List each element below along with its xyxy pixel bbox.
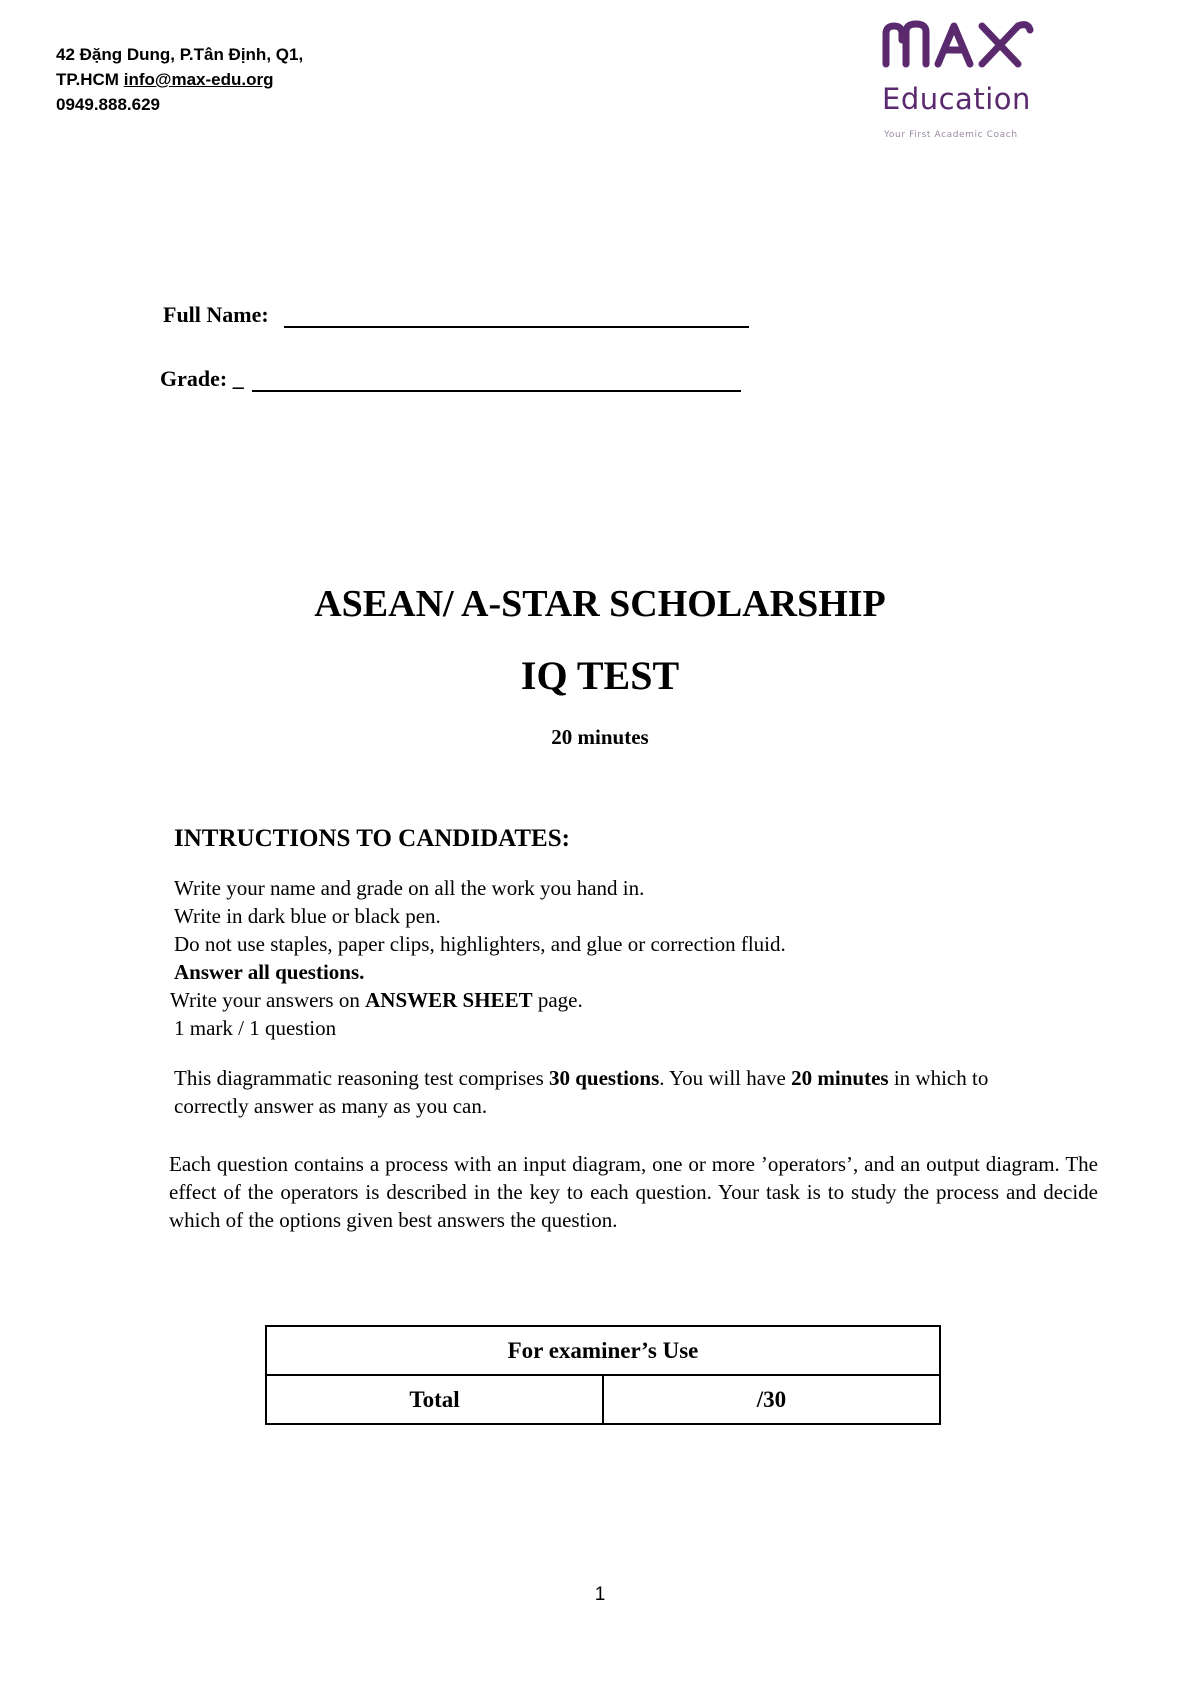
instruction-item	[170, 986, 786, 1014]
page-number: 1	[594, 1584, 606, 1605]
paragraph-text: This diagrammatic reasoning test comprises	[174, 1066, 549, 1090]
instructions-list	[170, 874, 786, 1042]
contact-block	[56, 42, 303, 117]
logo-tagline: Your First Academic Coach	[884, 130, 1018, 140]
examiner-header-cell: For examiner’s Use	[266, 1326, 940, 1375]
answer-sheet-text: ANSWER SHEET	[365, 988, 533, 1012]
title-iq-test: IQ TEST	[520, 653, 680, 698]
full-name-label: Full Name:	[163, 302, 269, 327]
email-link[interactable]: info@max-edu.org	[123, 70, 274, 89]
full-name-line[interactable]	[284, 326, 749, 328]
grade-field[interactable]	[160, 366, 244, 392]
paragraph-text: in which to correctly answer as many as you can.	[174, 1066, 989, 1118]
instruction-item: 1 mark / 1 question	[174, 1016, 337, 1040]
question-count: 30 questions	[549, 1066, 660, 1090]
logo-wordmark: Education	[882, 82, 1031, 116]
paragraph-text: . You will have	[659, 1066, 792, 1090]
address-line-2	[56, 67, 303, 92]
test-duration: 20 minutes	[551, 725, 649, 749]
examiner-table	[265, 1325, 941, 1425]
instructions-heading: INTRUCTIONS TO CANDIDATES:	[174, 825, 570, 852]
total-value-cell: /30	[603, 1375, 940, 1424]
phone-number: 0949.888.629	[56, 95, 160, 114]
city-text: TP.HCM	[56, 70, 119, 89]
address-line-1: 42 Đặng Dung, P.Tân Định, Q1,	[56, 45, 304, 64]
question-format-paragraph: Each question contains a process with an input diagram, one or more ’operators’, and an output diagram. The effect of the operators is described in the key to each question. Your task is to study the process and decide which of the options given best answers the question.	[169, 1152, 1098, 1232]
table-row	[266, 1375, 940, 1424]
max-education-logo	[876, 18, 1046, 140]
grade-label: Grade: _	[160, 366, 244, 391]
instruction-item: Write in dark blue or black pen.	[174, 904, 441, 928]
max-logo-mark	[880, 18, 1040, 70]
full-name-field[interactable]	[163, 302, 269, 328]
time-limit: 20 minutes	[791, 1066, 889, 1090]
test-description-paragraph	[174, 1064, 1054, 1120]
instruction-text: Write your answers on	[170, 988, 366, 1012]
instruction-item: Write your name and grade on all the work you hand in.	[174, 876, 645, 900]
instruction-text: page.	[532, 988, 583, 1012]
title-scholarship: ASEAN/ A-STAR SCHOLARSHIP	[314, 583, 886, 625]
total-label-cell: Total	[266, 1375, 603, 1424]
instruction-item: Answer all questions.	[174, 960, 365, 984]
instruction-item: Do not use staples, paper clips, highlighters, and glue or correction fluid.	[174, 932, 786, 956]
table-row	[266, 1326, 940, 1375]
grade-line[interactable]	[252, 390, 741, 392]
